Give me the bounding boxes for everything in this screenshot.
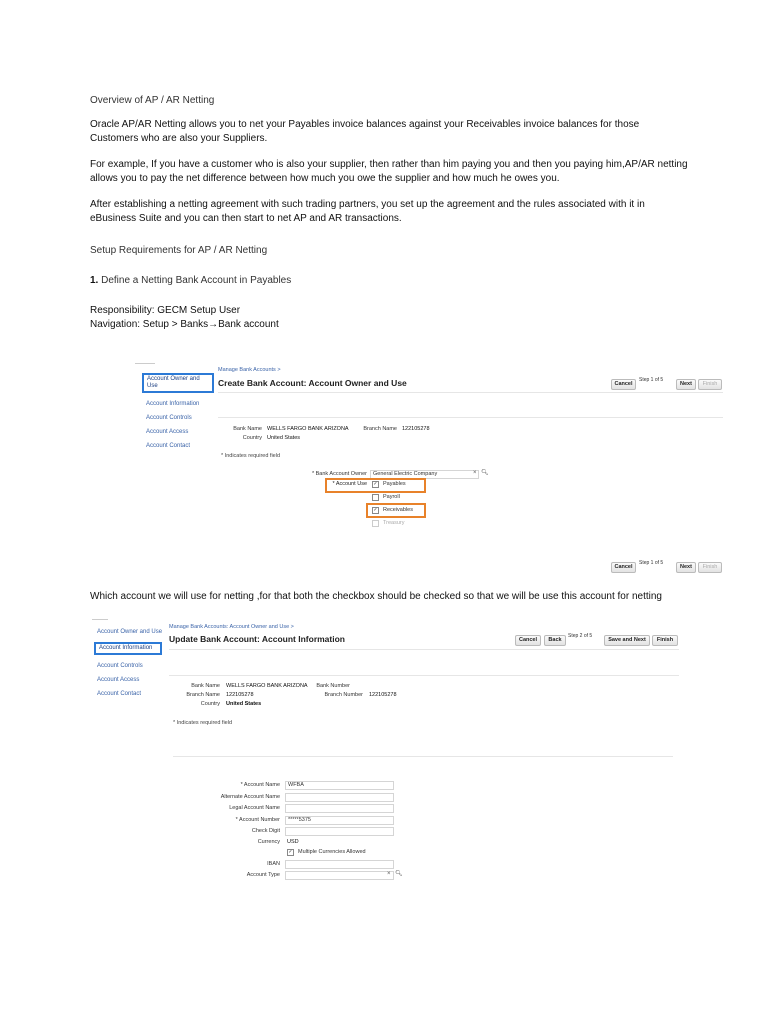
branch-number-label: Branch Number	[324, 692, 363, 698]
next-button-bottom[interactable]: Next	[676, 562, 696, 573]
country-label: Country	[200, 701, 220, 707]
responsibility-line: Responsibility: GECM Setup User	[90, 305, 241, 316]
receivables-checkbox[interactable]: ✓	[373, 507, 378, 513]
bank-name-label: Bank Name	[191, 683, 220, 689]
treasury-checkbox[interactable]	[372, 520, 379, 527]
bank-name-value: WELLS FARGO BANK ARIZONA	[267, 426, 349, 432]
screenshot-update-bank-account	[90, 615, 690, 885]
finish-button[interactable]: Finish	[698, 379, 722, 390]
account-number-label: * Account Number	[235, 817, 280, 823]
required-field-note: * Indicates required field	[173, 720, 233, 726]
receivables-label: Receivables	[383, 507, 413, 513]
bank-name-label: Bank Name	[233, 426, 262, 432]
account-name-label: * Account Name	[240, 782, 280, 788]
nav-item-account-information[interactable]: Account Information	[146, 401, 200, 407]
legal-account-name-input[interactable]	[285, 804, 394, 813]
cancel-button[interactable]: Cancel	[611, 379, 636, 390]
payables-checkbox[interactable]: ✓	[373, 481, 378, 487]
page-title: Create Bank Account: Account Owner and Use	[218, 378, 407, 388]
nav-item-account-contact[interactable]: Account Contact	[146, 443, 191, 449]
screenshot-create-bank-account	[135, 360, 725, 575]
multiple-currencies-label: Multiple Currencies Allowed	[298, 849, 366, 855]
nav-item-account-owner-and-use[interactable]: Account Owner and Use	[97, 629, 163, 635]
step-indicator-bottom: Step 1 of 5	[639, 560, 664, 566]
iban-input[interactable]	[285, 860, 394, 869]
section-heading-overview: Overview of AP / AR Netting	[90, 95, 215, 106]
branch-number-value: 122105278	[369, 692, 397, 698]
bank-account-owner-input[interactable]: General Electric Company	[370, 470, 479, 479]
branch-name-label: Branch Name	[186, 692, 220, 698]
country-value: United States	[226, 701, 262, 707]
step-text: Define a Netting Bank Account in Payables	[98, 275, 292, 286]
search-icon[interactable]: 🔍︎	[395, 871, 403, 877]
finish-button-bottom[interactable]: Finish	[698, 562, 722, 573]
account-type-label: Account Type	[246, 872, 280, 878]
branch-name-label: Branch Name	[363, 426, 397, 432]
iban-label: IBAN	[267, 861, 280, 867]
step-indicator: Step 2 of 5	[568, 633, 593, 639]
paragraph-intro: Oracle AP/AR Netting allows you to net your Payables invoice balances against your Receivables invoice balances for those Customers who are also your Suppliers.	[90, 119, 640, 144]
bank-number-label: Bank Number	[316, 683, 350, 689]
currency-label: Currency	[257, 839, 280, 845]
clear-icon[interactable]: ×	[473, 470, 477, 476]
save-and-next-button[interactable]: Save and Next	[604, 635, 650, 646]
clear-icon[interactable]: ×	[387, 871, 391, 877]
step-indicator: Step 1 of 5	[639, 377, 664, 383]
country-value: United States	[267, 435, 301, 441]
step-heading	[90, 274, 690, 288]
country-label: Country	[242, 435, 262, 441]
page-title: Update Bank Account: Account Information	[169, 634, 345, 644]
account-type-select[interactable]	[285, 871, 394, 880]
required-field-note: * Indicates required field	[221, 453, 281, 459]
finish-button[interactable]: Finish	[652, 635, 678, 646]
branch-name-value: 122105278	[402, 426, 430, 432]
nav-item-account-information[interactable]: Account Information	[94, 642, 162, 655]
paragraph-example: For example, If you have a customer who is also your supplier, then rather than him paying you and then you paying him,AP/AR netting allows you to pay the net difference between how much you owe the supplier and how much he owes you.	[90, 159, 688, 184]
breadcrumb[interactable]: Manage Bank Accounts >	[218, 367, 281, 373]
multiple-currencies-checkbox[interactable]: ✓	[288, 849, 293, 855]
caption-netting-checkboxes: Which account we will use for netting ,for that both the checkbox should be checked so that we will be use this account for netting	[90, 591, 662, 602]
check-digit-label: Check Digit	[251, 828, 280, 834]
nav-item-account-access[interactable]: Account Access	[97, 677, 140, 683]
account-use-label: * Account Use	[332, 481, 367, 487]
payroll-label: Payroll	[383, 494, 400, 500]
step-number: 1.	[90, 275, 99, 286]
navigation-line: Navigation: Setup > Banks→Bank account	[90, 319, 279, 330]
branch-name-value: 122105278	[226, 692, 254, 698]
bank-name-value: WELLS FARGO BANK ARIZONA	[226, 683, 308, 689]
payroll-checkbox[interactable]	[372, 494, 379, 501]
treasury-label: Treasury	[383, 520, 405, 526]
paragraph-agreement: After establishing a netting agreement with such trading partners, you set up the agreement and the rules associated with it in eBusiness Suite and you can then start to net AP and AR transactions.	[90, 199, 645, 224]
payables-label: Payables	[383, 481, 406, 487]
search-icon[interactable]: 🔍︎	[481, 470, 489, 476]
back-button[interactable]: Back	[544, 635, 566, 646]
section-heading-setup: Setup Requirements for AP / AR Netting	[90, 245, 268, 256]
nav-item-account-owner-and-use[interactable]: Account Owner and Use	[142, 373, 214, 393]
check-digit-input[interactable]	[285, 827, 394, 836]
alternate-account-name-label: Alternate Account Name	[220, 794, 280, 800]
nav-item-account-contact[interactable]: Account Contact	[97, 691, 142, 697]
currency-value: USD	[287, 839, 299, 845]
breadcrumb[interactable]: Manage Bank Accounts: Account Owner and Use >	[169, 624, 294, 630]
legal-account-name-label: Legal Account Name	[229, 805, 280, 811]
nav-item-account-controls[interactable]: Account Controls	[146, 415, 192, 421]
cancel-button[interactable]: Cancel	[515, 635, 541, 646]
next-button[interactable]: Next	[676, 379, 696, 390]
account-name-input[interactable]: WFBA	[285, 781, 394, 790]
account-number-input[interactable]: *****5375	[285, 816, 394, 825]
nav-item-account-access[interactable]: Account Access	[146, 429, 189, 435]
bank-account-owner-label: * Bank Account Owner	[311, 471, 367, 477]
nav-item-account-controls[interactable]: Account Controls	[97, 663, 143, 669]
cancel-button-bottom[interactable]: Cancel	[611, 562, 636, 573]
alternate-account-name-input[interactable]	[285, 793, 394, 802]
